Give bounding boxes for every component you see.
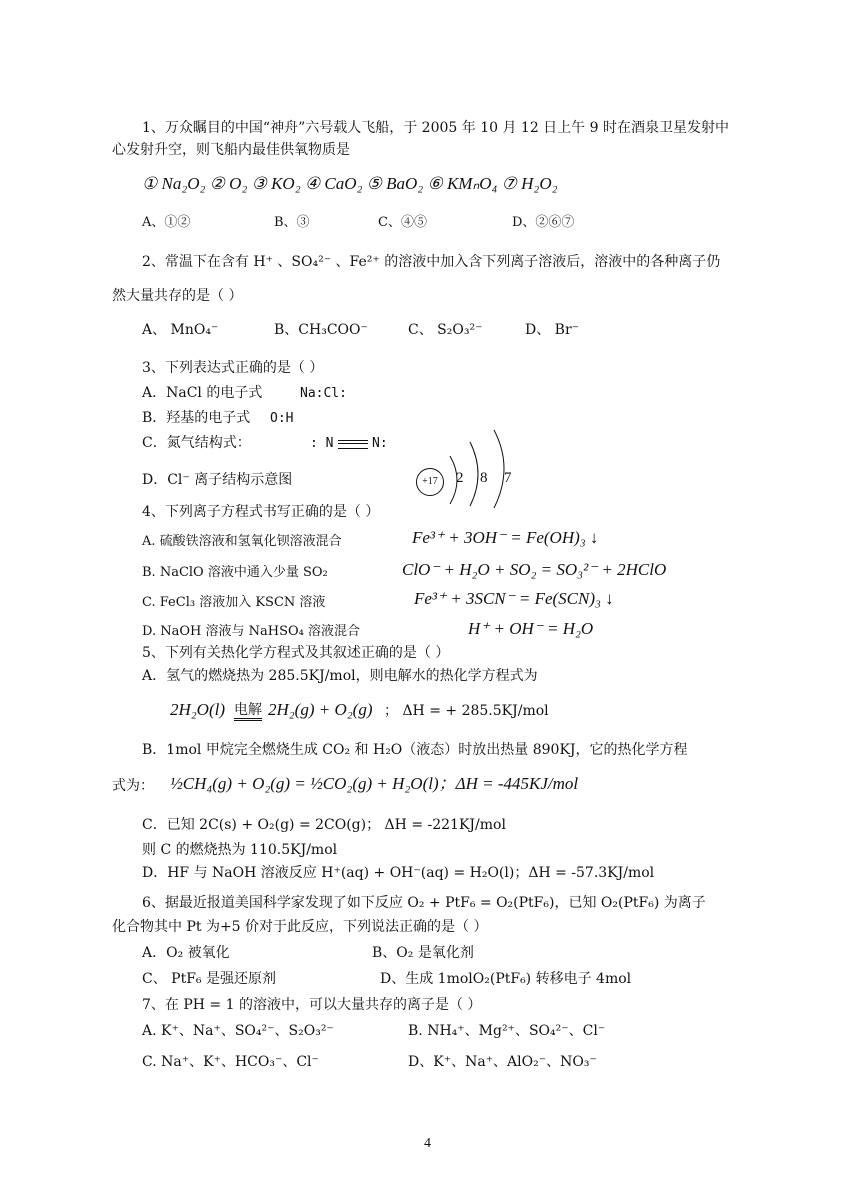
q1-stem-line2: 心发射升空，则飞船内最佳供氧物质是: [112, 142, 350, 158]
q6-option-d: D、生成 1molO₂(PtF₆) 转移电子 4mol: [380, 971, 632, 987]
q1-option-c: C、④⑤: [378, 215, 427, 230]
q2-option-a: A、 MnO₄⁻: [142, 322, 219, 338]
nucleus-circle: +17: [416, 468, 444, 496]
q5-option-b-equation: ½CH₄(g) + O₂(g) = ½CO₂(g) + H₂O(l)；ΔH = -445KJ/mol: [170, 774, 579, 793]
q5-option-d-text: D．HF 与 NaOH 溶液反应 H⁺(aq) + OH⁻(aq) = H₂O(l)；ΔH = -57.3KJ/mol: [142, 865, 655, 881]
q1-option-d: D、②⑥⑦: [512, 215, 575, 230]
shell-2-count: 8: [480, 470, 488, 486]
q3-option-b-label: B．羟基的电子式: [142, 410, 251, 426]
q3-option-a-formula: Na:Cl:: [300, 386, 347, 401]
q4-option-d-label: D. NaOH 溶液与 NaHSO₄ 溶液混合: [142, 624, 360, 639]
q4-option-b-label: B. NaClO 溶液中通入少量 SO₂: [142, 565, 328, 580]
q7-option-a: A. K⁺、Na⁺、SO₄²⁻、S₂O₃²⁻: [142, 1023, 334, 1039]
q7-stem: 7、在 PH = 1 的溶液中，可以大量共存的离子是（ ）: [142, 997, 482, 1013]
q1-option-a: A、①②: [142, 215, 191, 230]
q3-option-a-label: A．NaCl 的电子式: [142, 385, 263, 401]
q7-option-c: C. Na⁺、K⁺、HCO₃⁻、Cl⁻: [142, 1054, 319, 1070]
q2-stem-line2: 然大量共存的是（ ）: [112, 288, 243, 304]
page-number: 4: [424, 1136, 431, 1151]
q5-option-b-prefix: 式为：: [112, 778, 154, 794]
q4-option-c-label: C. FeCl₃ 溶液加入 KSCN 溶液: [142, 595, 326, 610]
q4-option-c-equation: Fe³⁺ + 3SCN⁻ = Fe(SCN)₃ ↓: [414, 589, 614, 608]
q5-option-a-eq-lhs: 2H₂O(l): [170, 700, 226, 719]
q7-option-b: B. NH₄⁺、Mg²⁺、SO₄²⁻、Cl⁻: [408, 1023, 606, 1039]
q5-option-a-eq-rhs: 2H₂(g) + O₂(g): [268, 700, 373, 719]
q6-option-b: B、O₂ 是氧化剂: [372, 945, 474, 961]
shell-1-count: 2: [456, 470, 464, 486]
q6-stem-line1: 6、据最近报道美国科学家发现了如下反应 O₂ + PtF₆ = O₂(PtF₆)，已知 O₂(PtF₆) 为离子: [142, 895, 706, 911]
shell-3-count: 7: [504, 470, 512, 486]
q2-option-d: D、 Br⁻: [525, 322, 580, 338]
q2-option-b: B、CH₃COO⁻: [274, 322, 368, 338]
triple-bond-symbol: [338, 440, 368, 449]
q4-option-a-equation: Fe³⁺ + 3OH⁻ = Fe(OH)₃ ↓: [412, 528, 599, 547]
q5-option-c-text2: 则 C 的燃烧热为 110.5KJ/mol: [142, 842, 338, 858]
electron-shell-arcs: [440, 428, 530, 508]
electrolysis-condition: 电解: [234, 702, 262, 721]
q5-stem: 5、下列有关热化学方程式及其叙述正确的是（ ）: [142, 645, 450, 661]
q3-option-c-label: C．氮气结构式：: [142, 435, 251, 451]
q5-option-b-text: B．1mol 甲烷完全燃烧生成 CO₂ 和 H₂O（液态）时放出热量 890KJ，它的热化学方程: [142, 742, 688, 758]
q5-option-a-enthalpy: ； ΔH = + 285.5KJ/mol: [384, 703, 549, 719]
q4-option-d-equation: H⁺ + OH⁻ = H₂O: [468, 619, 594, 638]
q4-stem: 4、下列离子方程式书写正确的是（ ）: [142, 504, 380, 520]
q3-option-c-left: : N: [310, 436, 334, 451]
q3-option-c-right: N:: [372, 436, 388, 451]
q2-stem-line1: 2、常温下在含有 H⁺ 、SO₄²⁻ 、Fe²⁺ 的溶液中加入含下列离子溶液后，溶液中的各种离子仍: [142, 254, 721, 270]
q5-option-a-text: A．氢气的燃烧热为 285.5KJ/mol，则电解水的热化学方程式为: [142, 668, 538, 684]
q6-stem-line2: 化合物其中 Pt 为+5 价对于此反应，下列说法正确的是（ ）: [112, 919, 488, 935]
q5-option-c-text: C．已知 2C(s) + O₂(g) = 2CO(g)； ΔH = -221KJ/mol: [142, 817, 506, 833]
q3-stem: 3、下列表达式正确的是（ ）: [142, 360, 324, 376]
q6-option-a: A．O₂ 被氧化: [142, 945, 230, 961]
q5-option-a-eq-condition: [234, 700, 262, 720]
q6-option-c: C、 PtF₆ 是强还原剂: [142, 971, 276, 987]
q1-stem-line1: 1、万众瞩目的中国“神舟”六号载人飞船，于 2005 年 10 月 12 日上午 9 时在酒泉卫星发射中: [142, 120, 729, 136]
q3-option-d-label: D．Cl⁻ 离子结构示意图: [142, 472, 293, 488]
q1-option-b: B、③: [274, 215, 310, 230]
q3-option-b-formula: O:H: [270, 411, 294, 426]
q4-option-b-equation: ClO⁻ + H₂O + SO₂ = SO₃²⁻ + 2HClO: [402, 560, 667, 579]
q2-option-c: C、 S₂O₃²⁻: [408, 322, 483, 338]
q7-option-d: D、K⁺、Na⁺、AlO₂⁻、NO₃⁻: [408, 1054, 597, 1070]
q1-items: ① Na₂O₂ ② O₂ ③ KO₂ ④ CaO₂ ⑤ BaO₂ ⑥ KMₙO₄ ⑦ H₂O₂: [142, 174, 558, 193]
q4-option-a-label: A. 硫酸铁溶液和氢氧化钡溶液混合: [142, 534, 342, 549]
